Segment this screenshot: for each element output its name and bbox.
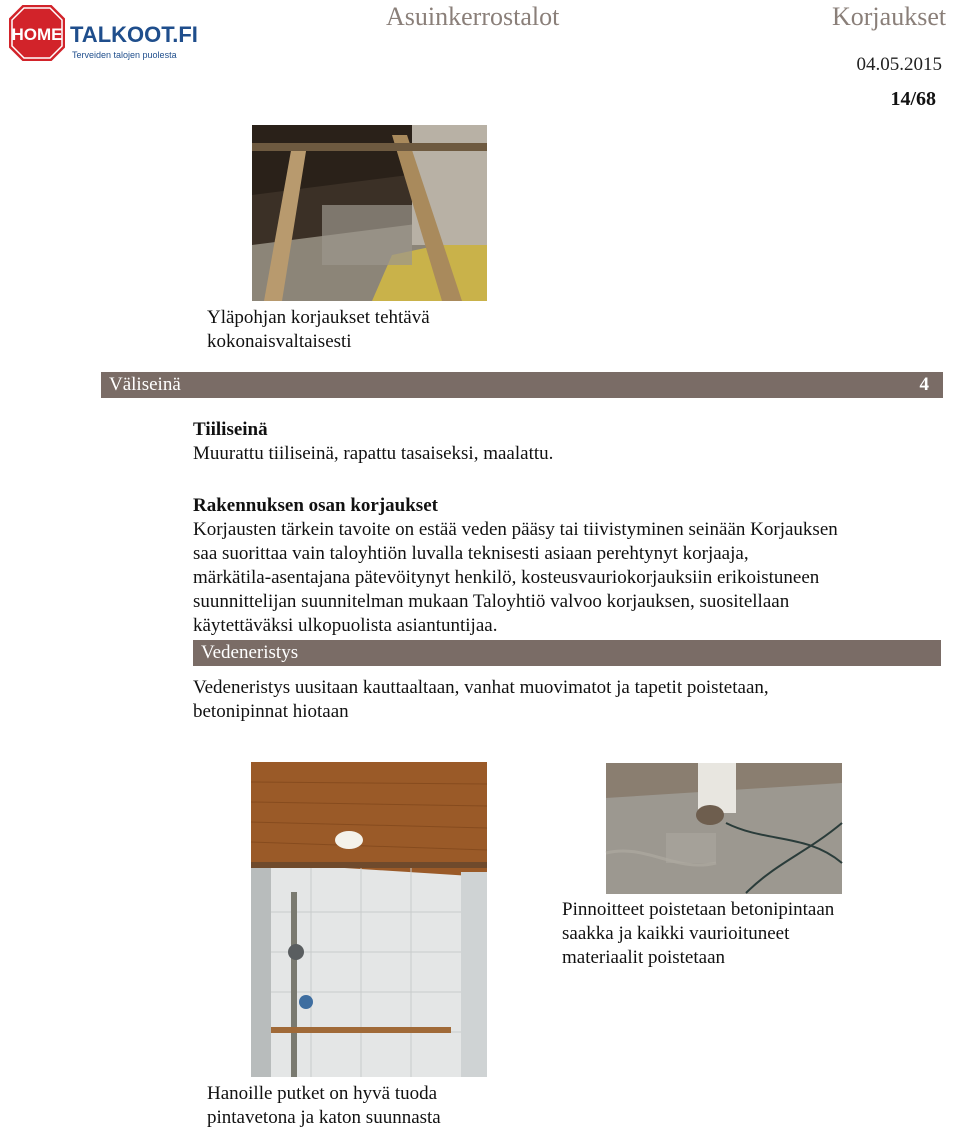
bathroom-caption [207, 1082, 441, 1130]
hometalkoot-logo [4, 2, 198, 68]
section-bar-vedeneristys [193, 640, 941, 666]
svg-text:HOME: HOME [11, 25, 63, 44]
attic-caption-line-1: Yläpohjan korjaukset tehtävä [207, 307, 430, 328]
bathroom-photo [251, 762, 487, 1077]
bathroom-caption-line-1: Hanoille putket on hyvä tuoda [207, 1083, 438, 1104]
attic-caption-line-2: kokonaisvaltaisesti [207, 331, 352, 352]
tiiliseina-heading: Tiiliseinä [193, 419, 268, 440]
section-number: 4 [919, 374, 929, 395]
tiiliseina-block [193, 418, 553, 466]
section-title-valiseina: Väliseinä [109, 374, 181, 395]
rakennuksen-line-2: saa suorittaa vain taloyhtiön luvalla teknisesti asiaan perehtynyt korjaaja, [193, 543, 749, 564]
section-title-vedeneristys: Vedeneristys [201, 642, 299, 663]
svg-text:Terveiden talojen puolesta: Terveiden talojen puolesta [72, 50, 177, 60]
header-title-left: Asuinkerrostalot [386, 2, 560, 31]
tiiliseina-text: Muurattu tiiliseinä, rapattu tasaiseksi, maalattu. [193, 443, 554, 464]
svg-text:TALKOOT.FI: TALKOOT.FI [70, 22, 198, 47]
vedeneristys-block [193, 676, 953, 724]
floor-photo [606, 763, 842, 894]
floor-caption [562, 898, 834, 970]
attic-photo [252, 125, 487, 301]
floor-caption-line-3: materiaalit poistetaan [562, 947, 726, 968]
header-title-right: Korjaukset [832, 2, 947, 31]
floor-caption-line-1: Pinnoitteet poistetaan betonipintaan [562, 899, 835, 920]
bathroom-caption-line-2: pintavetona ja katon suunnasta [207, 1107, 441, 1128]
rakennuksen-line-3: märkätila-asentajana pätevöitynyt henkilö, kosteusvauriokorjauksiin erikoistuneen [193, 567, 820, 588]
rakennuksen-line-4: suunnittelijan suunnitelman mukaan Taloyhtiö valvoo korjauksen, suositellaan [193, 591, 790, 612]
vedeneristys-line-1: Vedeneristys uusitaan kauttaaltaan, vanhat muovimatot ja tapetit poistetaan, [193, 677, 769, 698]
rakennuksen-line-5: käytettäväksi ulkopuolista asiantuntijaa. [193, 615, 498, 636]
attic-caption [207, 306, 430, 354]
rakennuksen-heading: Rakennuksen osan korjaukset [193, 495, 438, 516]
header-date: 04.05.2015 [856, 54, 942, 75]
logo-graphic [4, 2, 198, 68]
rakennuksen-block [193, 494, 953, 638]
vedeneristys-line-2: betonipinnat hiotaan [193, 701, 349, 722]
rakennuksen-line-1: Korjausten tärkein tavoite on estää veden pääsy tai tiivistyminen seinään Korjauksen [193, 519, 838, 540]
floor-caption-line-2: saakka ja kaikki vaurioituneet [562, 923, 790, 944]
page-number: 14/68 [890, 88, 936, 110]
section-bar-valiseina [101, 372, 943, 398]
